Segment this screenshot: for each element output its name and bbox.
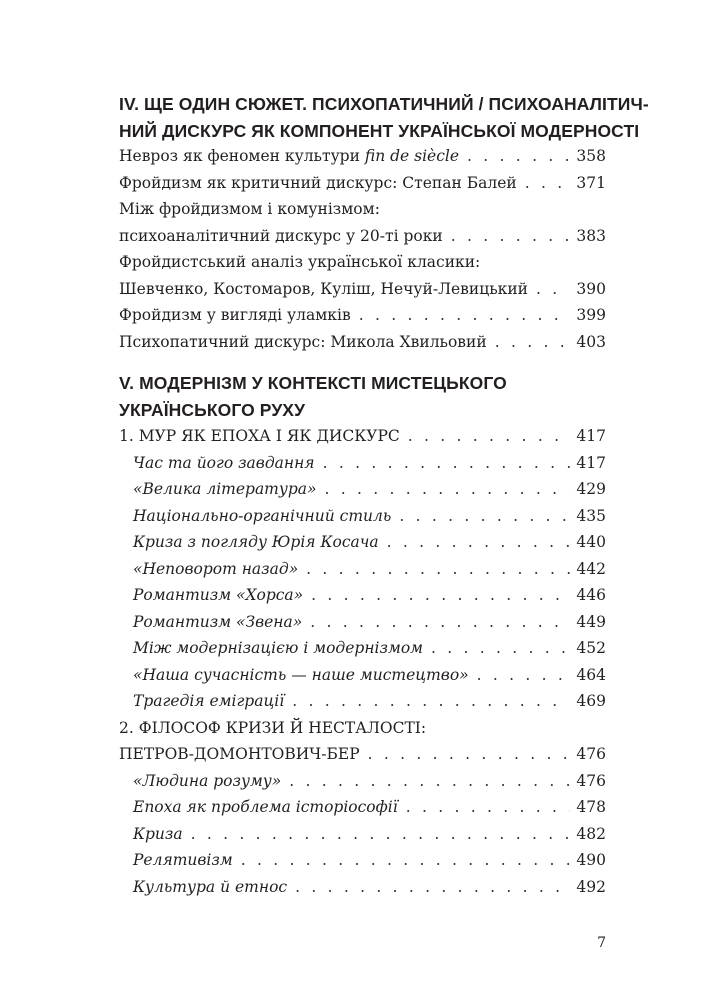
section-iv-title bbox=[119, 91, 649, 144]
dot-leader bbox=[292, 688, 570, 715]
toc-entry-page: 435 bbox=[576, 506, 606, 525]
toc-subentry bbox=[119, 556, 606, 583]
toc-entry-page: 478 bbox=[576, 798, 606, 816]
toc-entry bbox=[119, 143, 606, 170]
toc-entry-page: 390 bbox=[576, 279, 606, 298]
toc-entry bbox=[119, 741, 606, 768]
toc-entry-title: Фройдистський аналіз української класики: bbox=[119, 253, 481, 271]
dot-leader bbox=[525, 170, 571, 197]
toc-entry-title: Національно-органічний стиль bbox=[133, 506, 392, 525]
toc-entry-page: 383 bbox=[576, 226, 606, 245]
toc-subentry bbox=[119, 821, 606, 848]
toc-entry-title: «Велика література» bbox=[133, 480, 317, 498]
toc-entry-page: 490 bbox=[576, 851, 606, 869]
dot-leader bbox=[241, 847, 571, 874]
dot-leader bbox=[431, 635, 570, 662]
toc-entry bbox=[119, 276, 606, 303]
toc-entry-title: Невроз як феномен культури fin de siècle bbox=[119, 147, 460, 165]
toc-entry bbox=[119, 249, 606, 276]
toc-entry-title: Романтизм «Хорса» bbox=[133, 586, 304, 604]
toc-subentry bbox=[119, 529, 606, 556]
toc-subentry bbox=[119, 635, 606, 662]
dot-leader bbox=[467, 143, 570, 170]
toc-entry-title: Криза з погляду Юрія Косача bbox=[133, 533, 379, 551]
toc-entry bbox=[119, 223, 606, 250]
dot-leader bbox=[325, 476, 571, 503]
toc-entry-title: Психопатичний дискурс: Микола Хвильовий bbox=[119, 332, 487, 351]
toc-entry-page: 399 bbox=[576, 306, 606, 324]
dot-leader bbox=[477, 662, 571, 689]
toc-entry-page: 417 bbox=[576, 427, 606, 445]
toc-entry-page: 449 bbox=[576, 612, 606, 631]
toc-entry bbox=[119, 329, 606, 356]
toc-entry-title-italic: fin de siècle bbox=[364, 147, 460, 165]
dot-leader bbox=[495, 329, 571, 356]
toc-entry-page: 442 bbox=[576, 559, 606, 578]
toc-entry-page: 482 bbox=[576, 824, 606, 843]
toc-entry-page: 440 bbox=[576, 533, 606, 551]
dot-leader bbox=[191, 821, 571, 848]
toc-entry-title: 1. МУР ЯК ЕПОХА І ЯК ДИСКУРС bbox=[119, 427, 400, 445]
toc-subentry bbox=[119, 503, 606, 530]
toc-subentry bbox=[119, 582, 606, 609]
dot-leader bbox=[399, 503, 570, 530]
toc-entry-page: 476 bbox=[576, 745, 606, 763]
toc-entry-title: «Наша сучасність — наше мистецтво» bbox=[133, 665, 469, 684]
section-title-line: УКРАЇНСЬКОГО РУХУ bbox=[119, 399, 306, 420]
toc-entry bbox=[119, 170, 606, 197]
toc-entry bbox=[119, 302, 606, 329]
toc-entry bbox=[119, 423, 606, 450]
section-title-line: НИЙ ДИСКУРС ЯК КОМПОНЕНТ УКРАЇНСЬКОЇ МОДЕРНОСТІ bbox=[119, 120, 640, 141]
toc-entry-title: «Людина розуму» bbox=[133, 771, 282, 790]
dot-leader bbox=[368, 741, 571, 768]
toc-subentry bbox=[119, 874, 606, 901]
dot-leader bbox=[310, 609, 570, 636]
dot-leader bbox=[406, 794, 571, 821]
toc-entry-title: психоаналітичний дискурс у 20-ті роки bbox=[119, 226, 443, 245]
section-v-title bbox=[119, 370, 610, 423]
toc-subentry bbox=[119, 794, 606, 821]
section-iv-entries bbox=[119, 143, 606, 355]
section-title-line: V. МОДЕРНІЗМ У КОНТЕКСТІ МИСТЕЦЬКОГО bbox=[119, 373, 507, 393]
toc-subentry bbox=[119, 847, 606, 874]
toc-entry-page: 464 bbox=[576, 665, 606, 684]
toc-entry-page: 403 bbox=[576, 332, 606, 351]
toc-subentry bbox=[119, 476, 606, 503]
toc-entry bbox=[119, 196, 606, 223]
dot-leader bbox=[289, 768, 570, 795]
toc-subentry bbox=[119, 688, 606, 715]
toc-entry-title: Релятивізм bbox=[133, 851, 233, 869]
toc-entry-page: 446 bbox=[576, 586, 606, 604]
toc-entry-title: Фройдизм у вигляді уламків bbox=[119, 306, 351, 324]
toc-entry-title: Між фройдизмом і комунізмом: bbox=[119, 200, 380, 218]
page-number: 7 bbox=[597, 935, 606, 951]
toc-entry-title: Культура й етнос bbox=[133, 877, 288, 896]
toc-entry-page: 469 bbox=[576, 692, 606, 710]
dot-leader bbox=[311, 582, 570, 609]
toc-entry-title: Шевченко, Костомаров, Куліш, Нечуй-Левицький bbox=[119, 279, 528, 298]
toc-entry-page: 476 bbox=[576, 771, 606, 790]
toc-entry-title: «Неповорот назад» bbox=[133, 559, 299, 578]
toc-entry-title: Романтизм «Звена» bbox=[133, 612, 303, 631]
dot-leader bbox=[451, 223, 571, 250]
toc-subentry bbox=[119, 609, 606, 636]
dot-leader bbox=[387, 529, 571, 556]
toc-entry-page: 358 bbox=[576, 147, 606, 165]
dot-leader bbox=[536, 276, 570, 303]
dot-leader bbox=[323, 450, 571, 477]
toc-entry-title: 2. ФІЛОСОФ КРИЗИ Й НЕСТАЛОСТІ: bbox=[119, 718, 427, 737]
toc-subentry bbox=[119, 768, 606, 795]
toc-entry bbox=[119, 715, 606, 742]
toc-entry-page: 371 bbox=[576, 173, 606, 192]
toc-subentry bbox=[119, 450, 606, 477]
dot-leader bbox=[306, 556, 570, 583]
toc-entry-title: Фройдизм як критичний дискурс: Степан Балей bbox=[119, 173, 517, 192]
toc-entry-title: Епоха як проблема історіософії bbox=[133, 798, 398, 816]
toc-entry-page: 492 bbox=[576, 877, 606, 896]
toc-entry-title: Між модернізацією і модернізмом bbox=[133, 639, 424, 657]
toc-subentry bbox=[119, 662, 606, 689]
toc-entry-title: Криза bbox=[133, 824, 183, 843]
toc-entry-title: Трагедія еміграції bbox=[133, 692, 285, 710]
toc-entry-page: 452 bbox=[576, 639, 606, 657]
dot-leader bbox=[408, 423, 571, 450]
section-v-entries bbox=[119, 423, 606, 900]
toc-entry-title: Час та його завдання bbox=[133, 453, 315, 472]
section-title-line: IV. ЩЕ ОДИН СЮЖЕТ. ПСИХОПАТИЧНИЙ / ПСИХОАНАЛІТИЧ- bbox=[119, 94, 649, 114]
dot-leader bbox=[359, 302, 571, 329]
dot-leader bbox=[295, 874, 570, 901]
toc-entry-page: 417 bbox=[576, 453, 606, 472]
toc-entry-title: ПЕТРОВ-ДОМОНТОВИЧ-БЕР bbox=[119, 745, 360, 763]
toc-entry-page: 429 bbox=[576, 480, 606, 498]
